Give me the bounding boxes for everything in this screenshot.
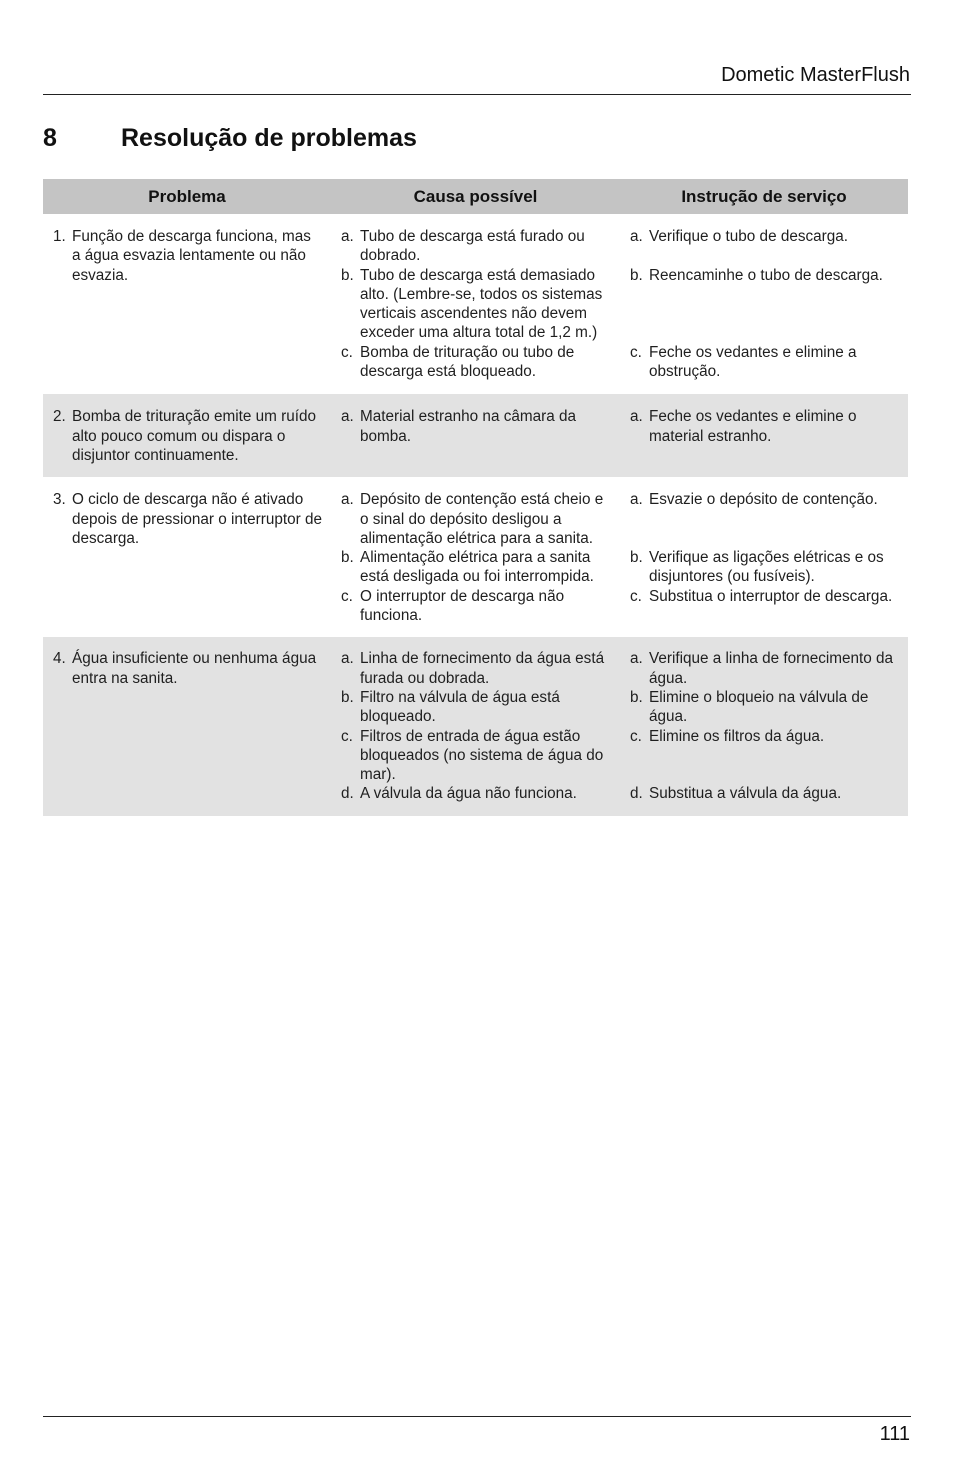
item-label: b.	[341, 549, 354, 567]
problem-item	[53, 649, 323, 688]
header-problem: Problema	[148, 186, 226, 206]
item-label: d.	[341, 785, 354, 803]
section-heading	[43, 124, 417, 153]
item-text: Verifique as ligações elétricas e os disjuntores (ou fusíveis).	[649, 549, 884, 586]
item-text: Substitua o interruptor de descarga.	[649, 587, 893, 605]
action-cell	[620, 227, 908, 381]
table-row	[43, 477, 908, 637]
item-text: Tubo de descarga está furado ou dobrado.	[360, 228, 585, 265]
problem-cell	[43, 649, 331, 803]
action-item	[630, 587, 900, 606]
item-label: b.	[341, 266, 354, 284]
cause-item	[341, 407, 612, 446]
problem-cell	[43, 227, 331, 381]
item-label: b.	[630, 266, 643, 284]
action-item	[630, 227, 900, 246]
item-text: Reencaminhe o tubo de descarga.	[649, 266, 883, 284]
item-text: Alimentação elétrica para a sanita está desligada ou foi interrompida.	[360, 549, 594, 586]
item-text: Verifique a linha de fornecimento da água.	[649, 650, 894, 687]
item-label: c.	[630, 587, 642, 605]
item-text: Depósito de contenção está cheio e o sinal do depósito desligou a alimentação elétrica para a sanita.	[360, 491, 604, 547]
table-header	[43, 179, 908, 214]
item-text: Água insuficiente ou nenhuma água entra na sanita.	[72, 650, 317, 687]
item-label: a.	[341, 408, 354, 426]
item-text: Tubo de descarga está demasiado alto. (Lembre-se, todos os sistemas verticais ascendentes não devem exceder uma altura total de 1,2 m.)	[360, 266, 603, 342]
cause-cell	[331, 490, 620, 625]
item-label: 2.	[53, 408, 66, 426]
item-text: Função de descarga funciona, mas a água esvazia lentamente ou não esvazia.	[72, 228, 311, 284]
section-number: 8	[43, 124, 57, 152]
item-label: a.	[630, 491, 643, 509]
header-cause: Causa possível	[413, 186, 538, 206]
cause-item	[341, 649, 612, 688]
item-text: O ciclo de descarga não é ativado depois de pressionar o interruptor de descarga.	[72, 491, 323, 547]
item-text: Feche os vedantes e elimine o material estranho.	[649, 408, 857, 445]
cause-item	[341, 548, 612, 587]
item-label: 1.	[53, 228, 66, 245]
item-label: a.	[630, 228, 643, 245]
page-number: 111	[879, 1423, 910, 1445]
item-label: a.	[341, 491, 354, 509]
cause-cell	[331, 649, 620, 803]
cause-item	[341, 227, 612, 266]
item-text: Feche os vedantes e elimine a obstrução.	[649, 343, 857, 381]
item-text: Substitua a válvula da água.	[649, 785, 842, 803]
cause-item	[341, 343, 612, 382]
troubleshooting-table	[43, 179, 908, 816]
item-label: a.	[630, 408, 643, 426]
item-label: a.	[630, 650, 643, 668]
table-row	[43, 214, 908, 394]
action-item	[630, 784, 900, 803]
cause-cell	[331, 227, 620, 381]
action-item	[630, 727, 900, 746]
table-row	[43, 637, 908, 815]
section-title: Resolução de problemas	[121, 124, 417, 152]
header-action: Instrução de serviço	[681, 186, 847, 206]
item-label: c.	[341, 727, 353, 745]
problem-item	[53, 227, 323, 285]
action-item	[630, 343, 900, 382]
action-item	[630, 688, 900, 727]
problem-item	[53, 490, 323, 548]
item-label: b.	[341, 688, 354, 706]
action-cell	[620, 407, 908, 465]
item-text: Material estranho na câmara da bomba.	[360, 408, 576, 445]
item-label: b.	[630, 688, 643, 706]
action-item	[630, 548, 900, 587]
item-label: a.	[341, 228, 354, 245]
item-label: a.	[341, 650, 354, 668]
item-text: Filtro na válvula de água está bloqueado.	[360, 688, 560, 726]
header-rule	[43, 94, 911, 95]
item-label: c.	[630, 727, 642, 745]
action-cell	[620, 649, 908, 803]
item-text: Verifique o tubo de descarga.	[649, 228, 849, 245]
cause-item	[341, 784, 612, 803]
cause-cell	[331, 407, 620, 465]
item-label: 4.	[53, 650, 66, 668]
action-item	[630, 266, 900, 285]
action-item	[630, 407, 900, 446]
cause-item	[341, 727, 612, 785]
item-text: Esvazie o depósito de contenção.	[649, 491, 878, 509]
table-row	[43, 394, 908, 477]
action-item	[630, 649, 900, 688]
item-label: b.	[630, 549, 643, 567]
item-text: Elimine o bloqueio na válvula de água.	[649, 688, 869, 726]
problem-cell	[43, 407, 331, 465]
item-text: O interruptor de descarga não funciona.	[360, 587, 565, 625]
cause-item	[341, 587, 612, 626]
item-label: 3.	[53, 491, 66, 509]
problem-item	[53, 407, 323, 465]
cause-item	[341, 266, 612, 343]
item-text: Bomba de trituração ou tubo de descarga está bloqueado.	[360, 343, 575, 381]
problem-cell	[43, 490, 331, 625]
action-cell	[620, 490, 908, 625]
item-text: A válvula da água não funciona.	[360, 785, 577, 803]
item-text: Filtros de entrada de água estão bloqueados (no sistema de água do mar).	[360, 727, 604, 784]
footer-rule	[43, 1416, 911, 1417]
brand-name: Dometic MasterFlush	[721, 64, 910, 86]
action-item	[630, 490, 900, 509]
item-label: c.	[630, 343, 642, 361]
item-text: Bomba de trituração emite um ruído alto pouco comum ou dispara o disjuntor continuamente.	[72, 408, 317, 464]
item-text: Elimine os filtros da água.	[649, 727, 825, 745]
cause-item	[341, 490, 612, 548]
item-label: d.	[630, 785, 643, 803]
item-text: Linha de fornecimento da água está furada ou dobrada.	[360, 650, 605, 687]
cause-item	[341, 688, 612, 727]
item-label: c.	[341, 343, 353, 361]
item-label: c.	[341, 587, 353, 605]
